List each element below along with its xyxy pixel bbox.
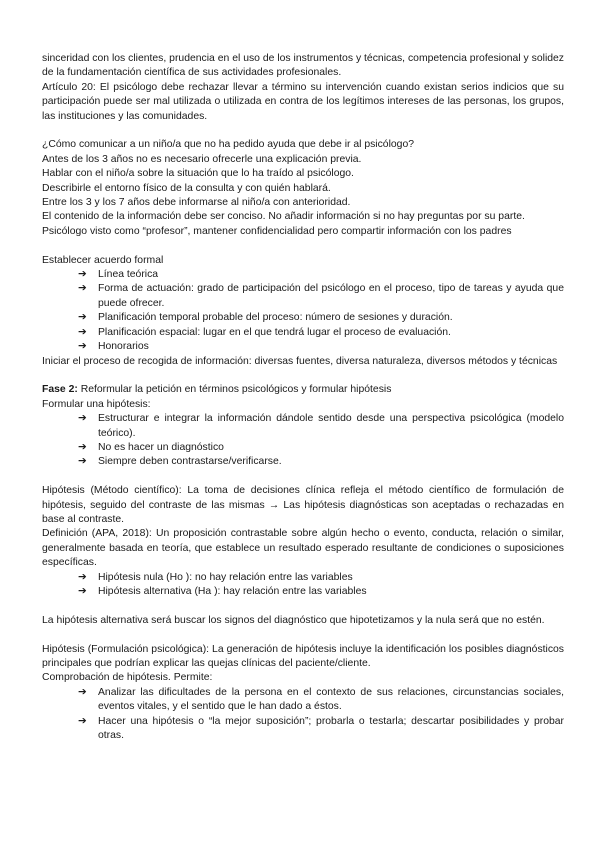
paragraph-hypothesis-scientific: Hipótesis (Método científico): La toma de decisiones clínica refleja el método científico de formulación de hipótesis, seguido del contraste de las mismas → Las hipótesis diagnósticas son aceptadas o rechazadas en base al contraste. <box>42 485 564 525</box>
arrow-icon: ➔ <box>78 312 87 324</box>
bullet-list <box>42 571 564 600</box>
arrow-icon: ➔ <box>78 715 87 727</box>
arrow-icon: ➔ <box>78 341 87 353</box>
paragraph-ethics-continuation: sinceridad con los clientes, prudencia en el uso de los instrumentos y técnicas, competencia profesional y solidez de la fundamentación científica de sus actividades profesionales. <box>42 53 564 79</box>
phase-label: Fase 2: <box>42 384 78 396</box>
arrow-icon: ➔ <box>78 585 87 597</box>
paragraph-apa-definition: Definición (APA, 2018): Un proposición contrastable sobre algún hecho o evento, conducta, relación o similar, generalmente basada en teoría, que establece un resultado esperado resultante de condiciones o suposiciones específicas. <box>42 528 564 569</box>
list-item: ➔ No es hacer un diagnóstico <box>78 441 564 455</box>
arrow-icon: ➔ <box>78 283 87 295</box>
text-line: Entre los 3 y los 7 años debe informarse al niño/a con anterioridad. <box>42 197 351 209</box>
text-line: Antes de los 3 años no es necesario ofrecerle una explicación previa. <box>42 153 362 165</box>
paragraph-information-gathering: Iniciar el proceso de recogida de información: diversas fuentes, diversa naturaleza, diversos métodos y técnicas <box>42 355 558 367</box>
paragraph-alternative-hypothesis: La hipótesis alternativa será buscar los signos del diagnóstico que hipotetizamos y la nula será que no estén. <box>42 614 545 626</box>
paragraph-article-20: Artículo 20: El psicólogo debe rechazar llevar a término su intervención cuando existan serios indicios que su participación puede ser mal utilizada o utilizada en contra de los legítimos intereses de las personas, los grupos, las instituciones y las comunidades. <box>42 81 564 122</box>
list-item: ➔ Forma de actuación: grado de participación del psicólogo en el proceso, tipo de tareas y ayuda que puede ofrecer. <box>78 283 564 309</box>
list-item: ➔ Hacer una hipótesis o “la mejor suposición”; probarla o testarla; descartar posibilidades y probar otras. <box>78 715 564 741</box>
question-heading: ¿Cómo comunicar a un niño/a que no ha pedido ayuda que debe ir al psicólogo? <box>42 139 415 151</box>
section-heading: Establecer acuerdo formal <box>42 254 164 266</box>
arrow-icon: ➔ <box>78 456 87 468</box>
list-item: ➔ Honorarios <box>78 340 564 354</box>
list-item: ➔ Hipótesis nula (Ho ): no hay relación entre las variables <box>78 571 564 585</box>
list-item: ➔ Línea teórica <box>78 268 564 282</box>
arrow-icon: ➔ <box>78 686 87 698</box>
arrow-icon: ➔ <box>78 269 87 281</box>
list-item: ➔ Planificación temporal probable del proceso: número de sesiones y duración. <box>78 311 564 325</box>
arrow-icon: ➔ <box>78 571 87 583</box>
list-item: ➔ Hipótesis alternativa (Ha ): hay relación entre las variables <box>78 585 564 599</box>
bullet-list <box>42 268 564 354</box>
list-item: ➔ Planificación espacial: lugar en el que tendrá lugar el proceso de evaluación. <box>78 326 564 340</box>
phase-text: Reformular la petición en términos psicológicos y formular hipótesis <box>77 384 392 396</box>
bullet-list <box>42 412 564 470</box>
arrow-icon: ➔ <box>78 441 87 453</box>
text-line: Psicólogo visto como “profesor”, mantener confidencialidad pero compartir información con los padres <box>42 225 512 237</box>
arrow-icon: ➔ <box>78 413 87 425</box>
text-line: Describirle el entorno físico de la consulta y con quién hablará. <box>42 182 331 194</box>
bullet-list <box>42 686 564 744</box>
list-item: ➔ Estructurar e integrar la información dándole sentido desde una perspectiva psicológica (modelo teórico). <box>78 413 564 439</box>
arrow-icon: ➔ <box>78 326 87 338</box>
paragraph-psychological-formulation: Hipótesis (Formulación psicológica): La generación de hipótesis incluye la identificación los posibles diagnósticos principales que podrían explicar las quejas clínicas del paciente/cliente. <box>42 643 564 669</box>
subheading: Comprobación de hipótesis. Permite: <box>42 672 213 684</box>
phase-heading <box>42 383 564 397</box>
text-line: El contenido de la información debe ser conciso. No añadir información si no hay preguntas por su parte. <box>42 211 525 223</box>
list-item: ➔ Analizar las dificultades de la persona en el contexto de sus relaciones, circunstancias sociales, eventos vitales, y el sentido que le han dado a éstos. <box>78 686 564 713</box>
list-item: ➔ Siempre deben contrastarse/verificarse. <box>78 455 564 469</box>
subheading: Formular una hipótesis: <box>42 398 151 410</box>
document-page <box>42 52 564 743</box>
text-line: Hablar con el niño/a sobre la situación que lo ha traído al psicólogo. <box>42 168 354 180</box>
